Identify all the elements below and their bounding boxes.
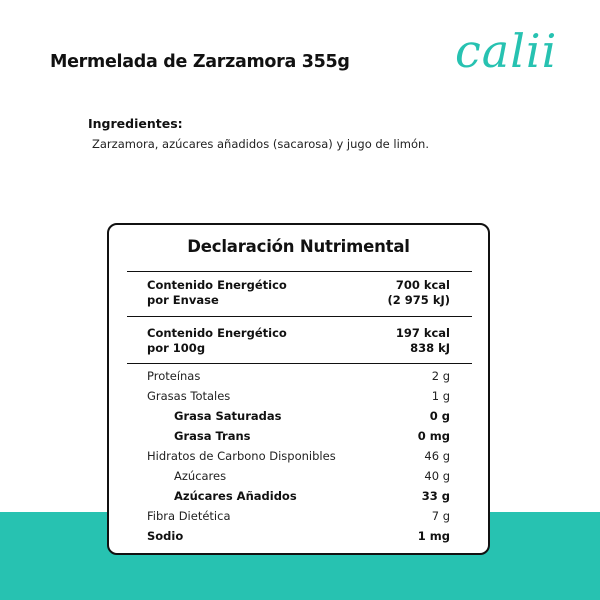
nutrient-row-grasa-trans (147, 427, 450, 445)
nutrient-value: 1 mg (417, 529, 450, 543)
nutrient-label: Sodio (147, 529, 184, 543)
value-line: 700 kcal (395, 278, 450, 292)
nutrient-value: 46 g (424, 449, 450, 463)
nutrient-row-sodio (147, 527, 450, 545)
ingredients-text: Zarzamora, azúcares añadidos (sacarosa) y jugo de limón. (92, 137, 429, 151)
nutrient-label: Azúcares Añadidos (174, 489, 297, 503)
nutrition-facts-card (107, 223, 490, 555)
label-line: Contenido Energético (147, 278, 287, 292)
nutrient-label: Azúcares (174, 469, 227, 483)
nutrient-row-grasa-saturadas (147, 407, 450, 425)
brand-logo: calii (455, 24, 558, 78)
divider (127, 271, 472, 272)
nutrient-value: 0 g (429, 409, 450, 423)
nutrition-title: Declaración Nutrimental (187, 237, 410, 256)
label-line: Contenido Energético (147, 326, 287, 340)
product-title: Mermelada de Zarzamora 355g (50, 52, 350, 72)
nutrient-label: Hidratos de Carbono Disponibles (147, 449, 336, 463)
nutrient-value: 33 g (421, 489, 450, 503)
ingredients-heading: Ingredientes: (88, 116, 183, 131)
value-line: (2 975 kJ) (387, 293, 450, 307)
value-line: 197 kcal (395, 326, 450, 340)
nutrient-label: Proteínas (147, 369, 201, 383)
nutrient-row-hidratos (147, 447, 450, 465)
nutrient-row-fibra (147, 507, 450, 525)
nutrient-label: Grasas Totales (147, 389, 231, 403)
nutrient-value: 40 g (424, 469, 450, 483)
divider (127, 363, 472, 364)
energy-per-100g-value (396, 326, 450, 356)
nutrient-label: Fibra Dietética (147, 509, 231, 523)
energy-per-package-value (388, 278, 450, 308)
nutrient-row-azucares-anadidos (147, 487, 450, 505)
energy-per-100g-label (147, 326, 287, 356)
energy-per-package-label (147, 278, 287, 308)
nutrient-value: 7 g (431, 509, 450, 523)
nutrient-label: Grasa Trans (174, 429, 251, 443)
nutrient-row-proteinas (147, 367, 450, 385)
nutrient-label: Grasa Saturadas (174, 409, 282, 423)
nutrient-row-grasas-totales (147, 387, 450, 405)
label-line: por Envase (147, 293, 219, 307)
nutrient-value: 1 g (431, 389, 450, 403)
nutrient-value: 2 g (431, 369, 450, 383)
divider (127, 316, 472, 317)
value-line: 838 kJ (410, 341, 450, 355)
nutrient-row-azucares (147, 467, 450, 485)
nutrient-value: 0 mg (417, 429, 450, 443)
label-line: por 100g (147, 341, 206, 355)
